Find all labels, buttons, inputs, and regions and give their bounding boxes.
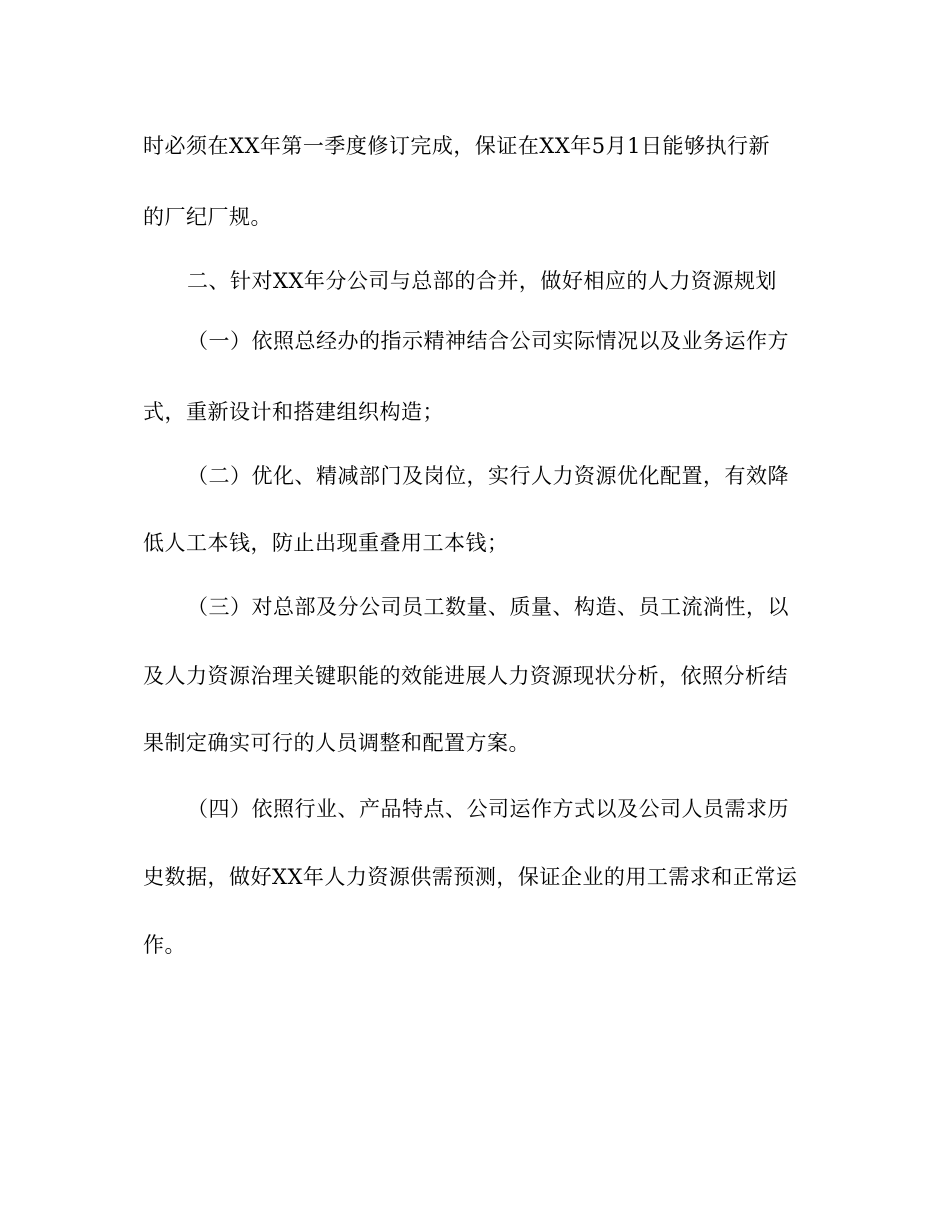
text-line: 式，重新设计和搭建组织构造；: [143, 400, 444, 424]
text-line: 及人力资源治理关键职能的效能进展人力资源现状分析，依照分析结: [143, 664, 788, 688]
text-line: （一）依照总经办的指示精神结合公司实际情况以及业务运作方: [187, 329, 789, 353]
text-line: 果制定确实可行的人员调整和配置方案。: [143, 731, 530, 755]
text-line: （三）对总部及分公司员工数量、质量、构造、员工流淌性，以: [187, 595, 789, 619]
text-line: 低人工本钱，防止出现重叠用工本钱；: [143, 531, 509, 555]
section-heading: 二、针对XX年分公司与总部的合并，做好相应的人力资源规划: [187, 269, 777, 293]
text-line: （二）优化、精减部门及岗位，实行人力资源优化配置，有效降: [187, 464, 789, 488]
text-line: 作。: [143, 933, 186, 957]
text-line: （四）依照行业、产品特点、公司运作方式以及公司人员需求历: [187, 797, 789, 821]
text-line: 的厂纪厂规。: [143, 205, 272, 229]
text-line: 时必须在XX年第一季度修订完成，保证在XX年5月1日能够执行新: [143, 134, 771, 158]
text-line: 史数据，做好XX年人力资源供需预测，保证企业的用工需求和正常运: [143, 865, 798, 889]
